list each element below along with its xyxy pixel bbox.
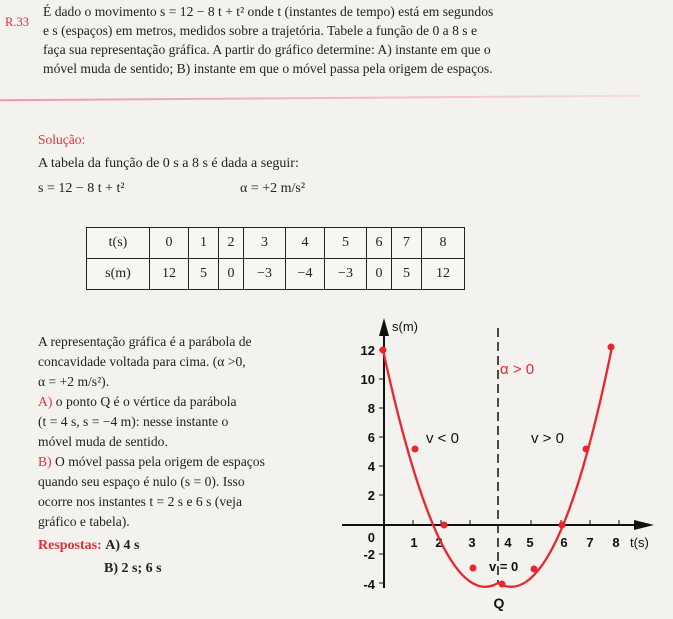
solution-intro: A tabela da função de 0 s a 8 s é dada a seguir:: [38, 156, 299, 171]
svg-text:-2: -2: [363, 547, 375, 562]
annotation-alpha: α > 0: [500, 361, 535, 378]
table-cell: 12: [150, 259, 189, 290]
annotation-v-zero: v = 0: [489, 559, 519, 574]
vertex-label: Q: [493, 595, 505, 611]
y-axis-arrow-icon: [379, 318, 389, 336]
svg-text:10: 10: [360, 372, 375, 387]
table-cell: 5: [392, 259, 422, 290]
row-label: s(m): [87, 259, 150, 290]
row-label: t(s): [87, 228, 150, 259]
explanation-line: α = +2 m/s²).: [38, 374, 110, 389]
svg-text:8: 8: [612, 535, 620, 550]
answer-b: B) 2 s; 6 s: [104, 561, 162, 576]
table-cell: 6: [367, 228, 392, 259]
svg-text:4: 4: [367, 459, 375, 474]
explanation-line: concavidade voltada para cima. (α >0,: [38, 354, 246, 369]
table-cell: 12: [422, 259, 465, 290]
svg-text:5: 5: [526, 535, 534, 550]
data-points: [380, 344, 615, 588]
annotation-v-negative: v < 0: [426, 430, 459, 447]
table-cell: 5: [189, 259, 219, 290]
table-cell: 0: [367, 259, 392, 290]
solution-title: Solução:: [38, 132, 86, 147]
problem-number: R.33: [5, 15, 29, 29]
problem-line: móvel muda de sentido; B) instante em que o móvel passa pela origem de espaços.: [43, 61, 493, 76]
solution-equation: s = 12 − 8 t + t²: [38, 181, 125, 196]
svg-text:6: 6: [367, 430, 375, 445]
svg-text:8: 8: [367, 401, 375, 416]
parabola-curve: [383, 347, 612, 587]
y-ticks: [361, 343, 384, 592]
table-cell: −3: [325, 259, 367, 290]
table-cell: 1: [189, 228, 219, 259]
svg-text:12: 12: [360, 343, 375, 358]
problem-line: É dado o movimento s = 12 − 8 t + t² onde t (instantes de tempo) está em segundos: [43, 4, 494, 19]
explanation-text: o ponto Q é o vértice da parábola: [55, 394, 237, 409]
explanation-line: gráfico e tabela).: [38, 514, 130, 529]
table-cell: 2: [219, 228, 244, 259]
marker-b: B): [38, 454, 52, 469]
table-cell: 5: [325, 228, 367, 259]
x-axis-label: t(s): [630, 535, 649, 550]
answers-label: Respostas:: [38, 538, 102, 553]
table-cell: 3: [244, 228, 286, 259]
marker-a: A): [38, 394, 53, 409]
table-cell: 4: [286, 228, 325, 259]
table-cell: 0: [150, 228, 189, 259]
svg-text:3: 3: [468, 535, 476, 550]
table-cell: −3: [244, 259, 286, 290]
solution-acceleration: α = +2 m/s²: [240, 181, 306, 196]
svg-text:-4: -4: [363, 577, 375, 592]
table-cell: 7: [392, 228, 422, 259]
explanation-line: quando seu espaço é nulo (s = 0). Isso: [38, 474, 245, 489]
problem-line: e s (espaços) em metros, medidos sobre a trajetória. Tabele a função de 0 a 8 s e: [43, 23, 478, 38]
table-cell: −4: [286, 259, 325, 290]
svg-text:4: 4: [504, 535, 512, 550]
explanation-line: A representação gráfica é a parábola de: [38, 334, 252, 349]
explanation-line: móvel muda de sentido.: [38, 434, 168, 449]
annotation-v-positive: v > 0: [531, 430, 564, 447]
answer-a: A) 4 s: [105, 538, 140, 553]
y-axis-label: s(m): [392, 319, 418, 334]
svg-text:2: 2: [435, 535, 443, 550]
explanation-line: (t = 4 s, s = −4 m): nesse instante o: [38, 414, 229, 429]
x-axis-arrow-icon: [634, 520, 654, 530]
svg-text:0: 0: [367, 530, 375, 545]
problem-line: faça sua representação gráfica. A partir do gráfico determine: A) instante em que o: [43, 42, 491, 57]
explanation-line: ocorre nos instantes t = 2 s e 6 s (veja: [38, 494, 242, 509]
explanation-text: O móvel passa pela origem de espaços: [55, 454, 265, 469]
table-cell: 8: [422, 228, 465, 259]
svg-text:7: 7: [586, 535, 594, 550]
table-cell: 0: [219, 259, 244, 290]
svg-text:6: 6: [560, 535, 568, 550]
svg-text:2: 2: [367, 488, 375, 503]
svg-text:1: 1: [410, 535, 418, 550]
